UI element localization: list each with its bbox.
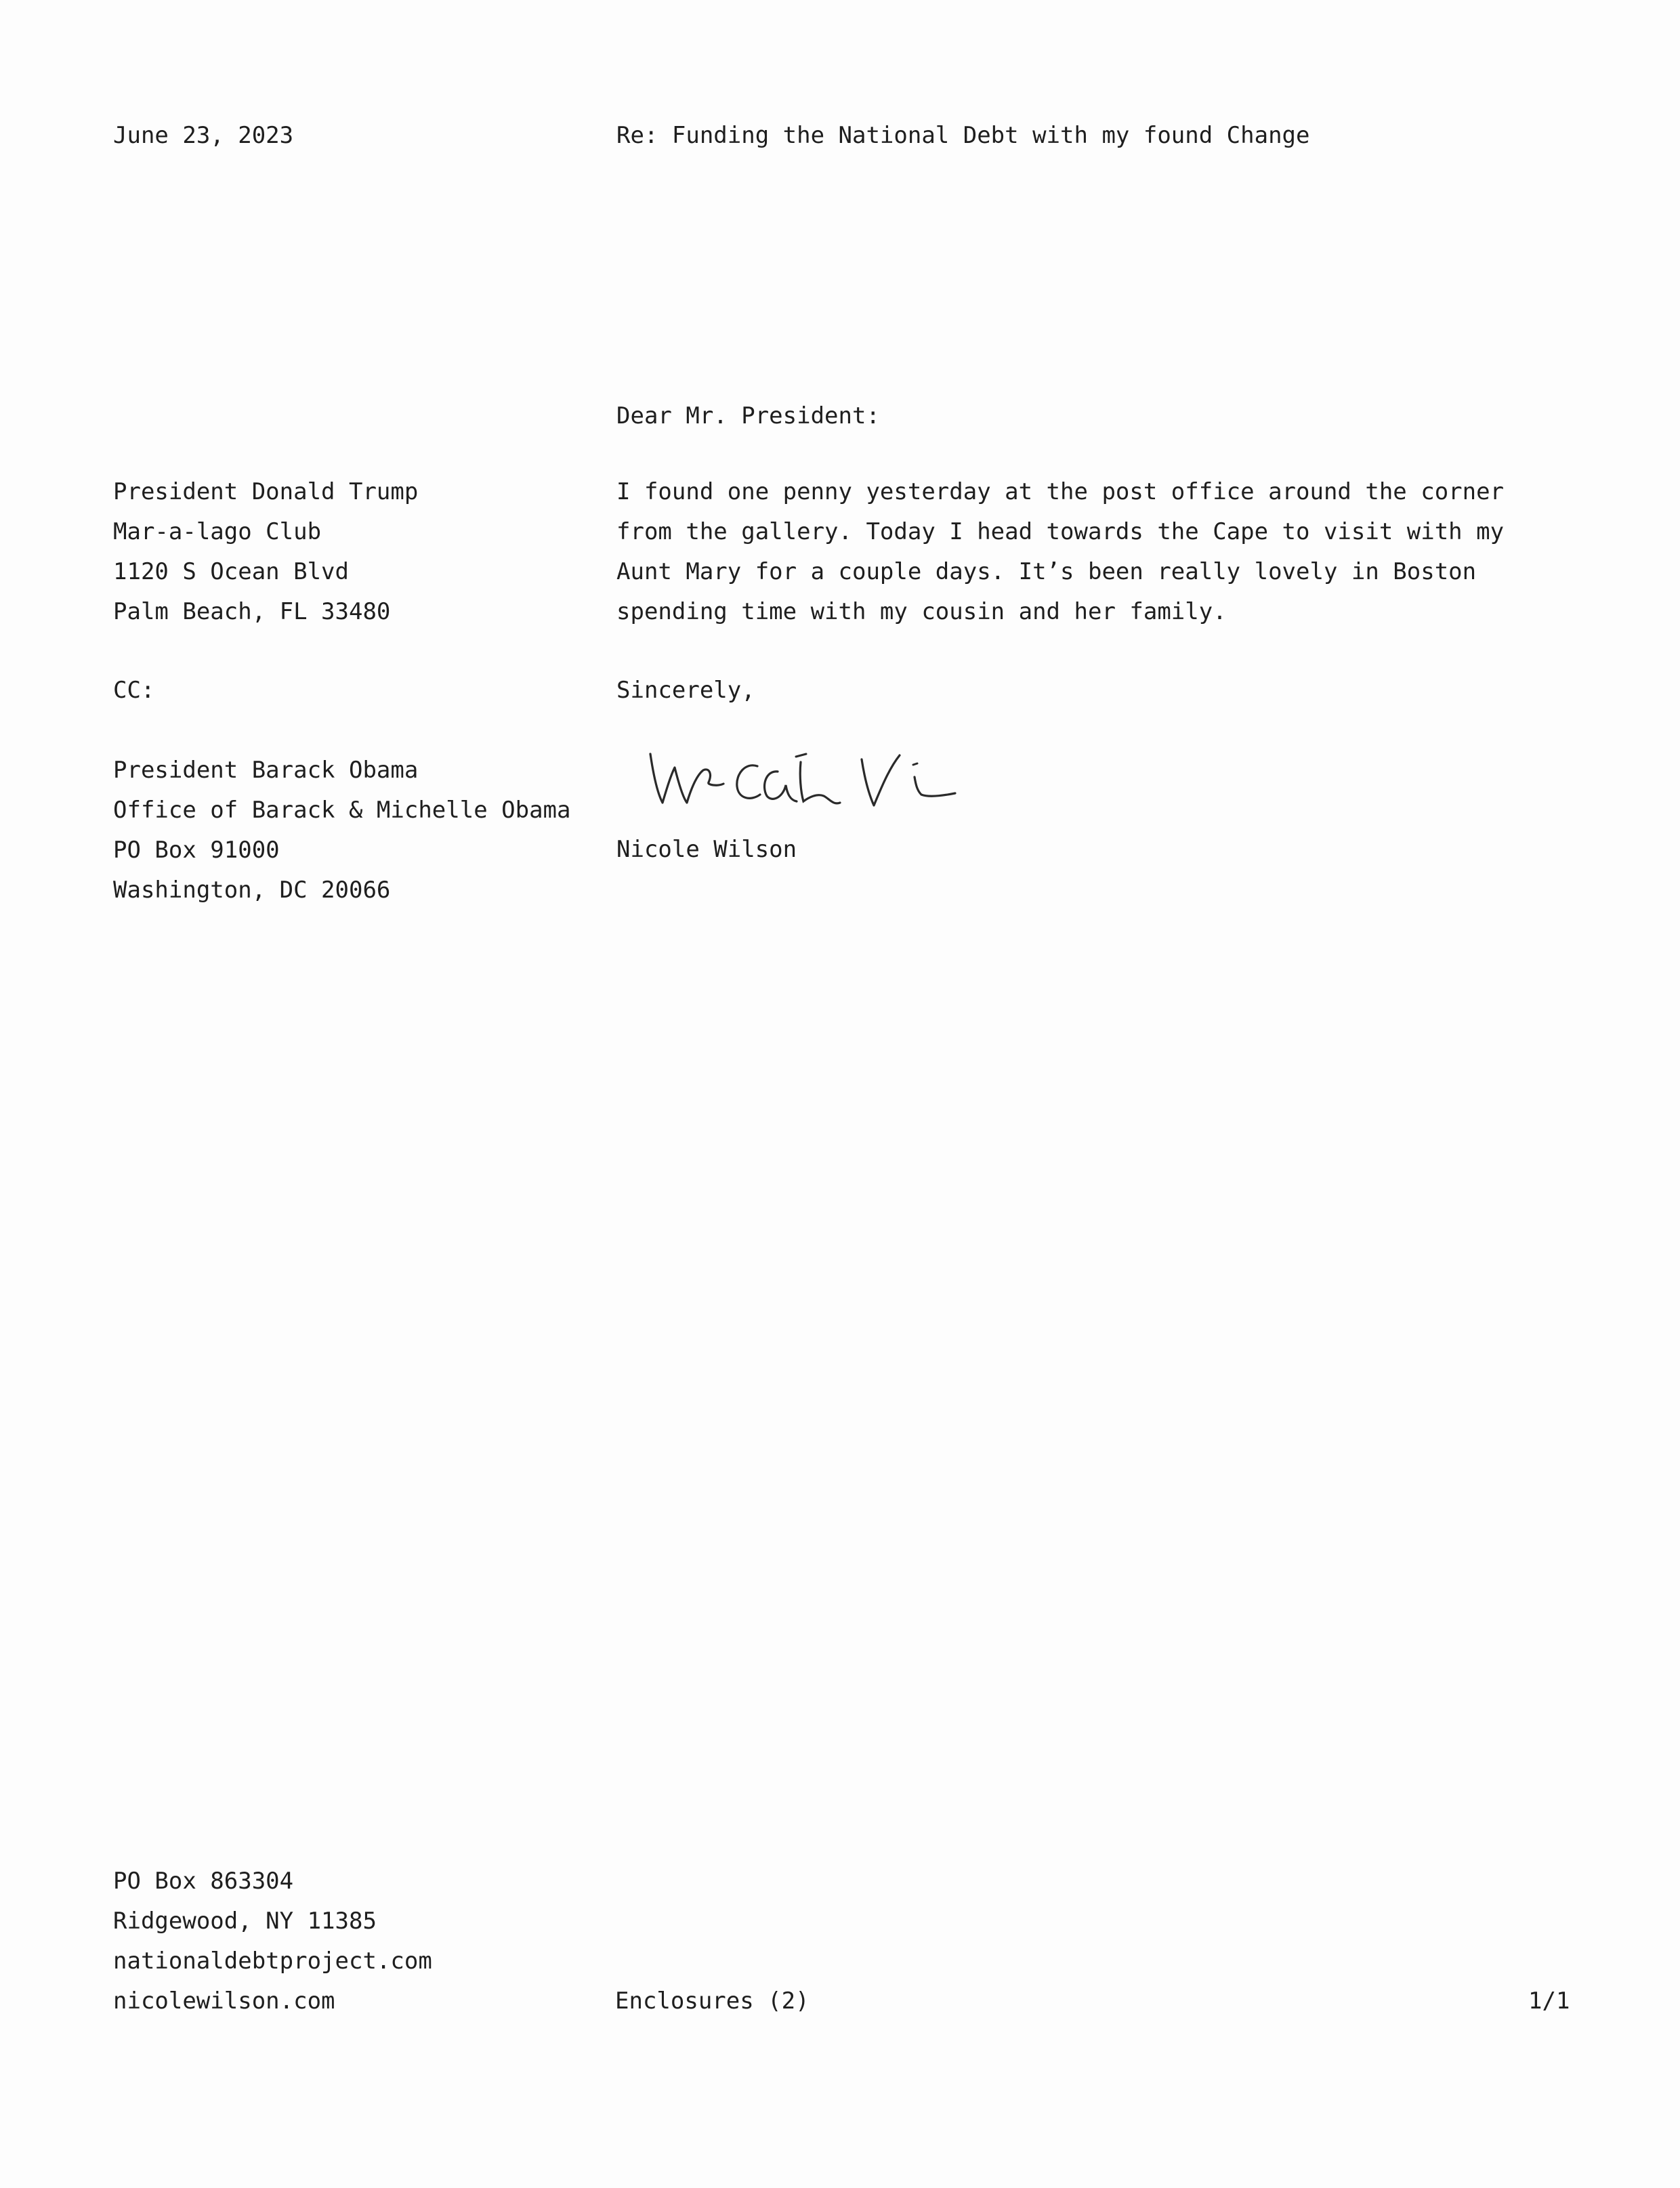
closing: Sincerely, bbox=[616, 677, 755, 704]
body-line: I found one penny yesterday at the post office around the corner bbox=[616, 478, 1505, 505]
recipient-name: President Donald Trump bbox=[113, 478, 419, 505]
sender-address bbox=[113, 1861, 432, 2021]
letter-date: June 23, 2023 bbox=[113, 122, 294, 149]
body-line: from the gallery. Today I head towards the Cape to visit with my bbox=[616, 518, 1505, 545]
cc-recipient-name: President Barack Obama bbox=[113, 757, 419, 784]
letter-body bbox=[616, 472, 1504, 632]
body-line: Aunt Mary for a couple days. It’s been really lovely in Boston bbox=[616, 558, 1477, 585]
cc-recipient-address bbox=[113, 751, 571, 910]
subject-line: Re: Funding the National Debt with my found Change bbox=[616, 122, 1310, 149]
enclosures-note: Enclosures (2) bbox=[615, 1987, 810, 2015]
cc-label: CC: bbox=[113, 677, 155, 704]
page-number: 1/1 bbox=[1528, 1987, 1570, 2015]
recipient-city: Palm Beach, FL 33480 bbox=[113, 598, 391, 625]
recipient-address bbox=[113, 472, 418, 632]
signature-icon bbox=[644, 735, 962, 823]
recipient-organization: Mar-a-lago Club bbox=[113, 518, 322, 545]
recipient-street: 1120 S Ocean Blvd bbox=[113, 558, 349, 585]
sender-po-box: PO Box 863304 bbox=[113, 1868, 294, 1895]
cc-recipient-street: PO Box 91000 bbox=[113, 837, 280, 864]
signer-name: Nicole Wilson bbox=[616, 836, 797, 863]
cc-recipient-city: Washington, DC 20066 bbox=[113, 877, 391, 904]
sender-website: nicolewilson.com bbox=[113, 1987, 335, 2015]
cc-recipient-organization: Office of Barack & Michelle Obama bbox=[113, 797, 571, 824]
salutation: Dear Mr. President: bbox=[616, 402, 880, 429]
body-line: spending time with my cousin and her family. bbox=[616, 598, 1227, 625]
sender-website: nationaldebtproject.com bbox=[113, 1948, 432, 1975]
sender-city: Ridgewood, NY 11385 bbox=[113, 1908, 377, 1935]
